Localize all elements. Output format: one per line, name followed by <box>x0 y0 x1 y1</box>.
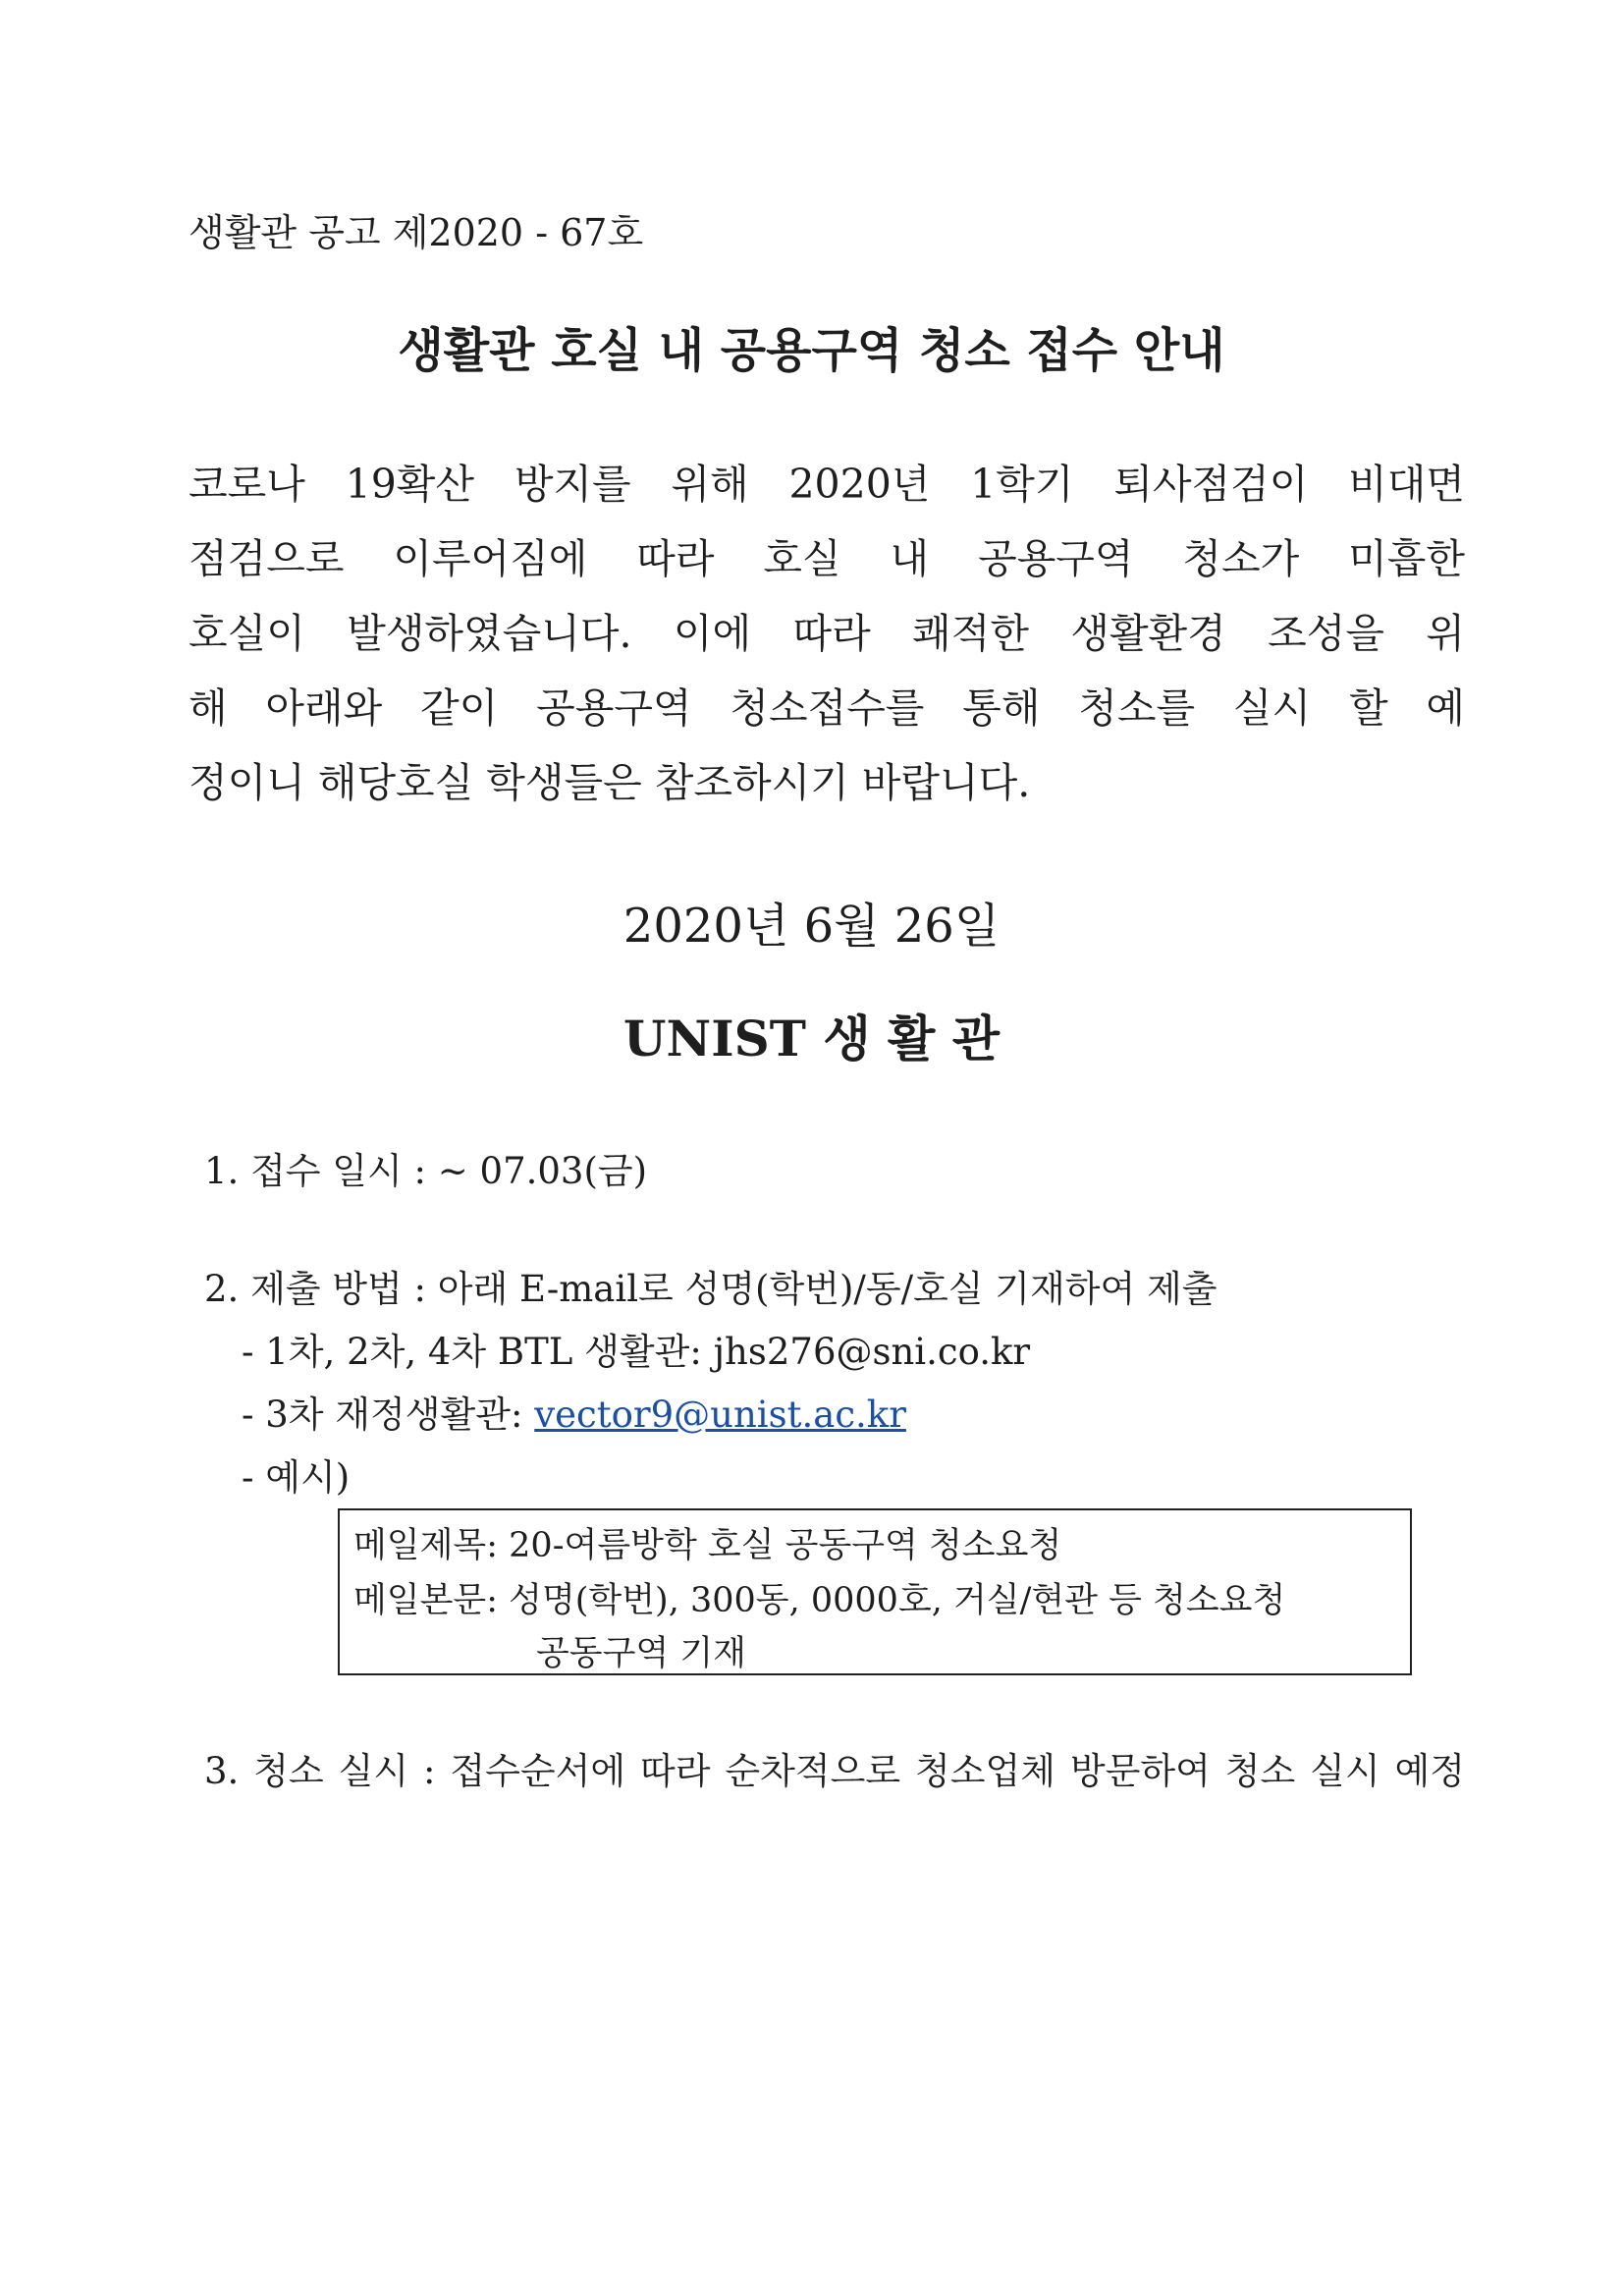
intro-line: 호실이 발생하였습니다. 이에 따라 쾌적한 생활환경 조성을 위 <box>189 610 1465 657</box>
submission-method: 2. 제출 방법 : 아래 E-mail로 성명(학번)/동/호실 기재하여 제출 <box>204 1268 1217 1310</box>
example-label: - 예시) <box>242 1456 351 1499</box>
dorm-3-email-link[interactable]: vector9@unist.ac.kr <box>534 1394 906 1436</box>
notice-date: 2020년 6월 26일 <box>622 899 1001 954</box>
page-title: 생활관 호실 내 공용구역 청소 접수 안내 <box>398 323 1225 378</box>
example-body-line: 메일본문: 성명(학번), 300동, 0000호, 거실/현관 등 청소요청 <box>353 1581 1286 1620</box>
example-body-continuation: 공동구역 기재 <box>536 1634 746 1673</box>
cleaning-schedule: 3. 청소 실시 : 접수순서에 따라 순차적으로 청소업체 방문하여 청소 실시 예정 <box>204 1750 1465 1792</box>
intro-line: 정이니 해당호실 학생들은 참조하시기 바랍니다. <box>189 759 1031 806</box>
intro-line: 해 아래와 같이 공용구역 청소접수를 통해 청소를 실시 할 예 <box>189 684 1465 732</box>
intro-line: 코로나 19확산 방지를 위해 2020년 1학기 퇴사점검이 비대면 <box>189 461 1465 508</box>
dorm-3-email-line <box>242 1385 906 1438</box>
intro-paragraph <box>189 447 1465 820</box>
reception-period: 1. 접수 일시 : ~ 07.03(금) <box>204 1150 648 1192</box>
example-box <box>338 1508 1412 1675</box>
dorm-124-email-line: - 1차, 2차, 4차 BTL 생활관: jhs276@sni.co.kr <box>242 1331 1031 1373</box>
dorm-3-label: - 3차 재정생활관: <box>242 1394 535 1436</box>
example-subject-line: 메일제목: 20-여름방학 호실 공동구역 청소요청 <box>353 1526 1062 1565</box>
notice-number: 생활관 공고 제2020 - 67호 <box>189 211 644 254</box>
issuer-name: UNIST 생 활 관 <box>622 1010 1001 1067</box>
intro-line: 점검으로 이루어짐에 따라 호실 내 공용구역 청소가 미흡한 <box>189 535 1465 582</box>
